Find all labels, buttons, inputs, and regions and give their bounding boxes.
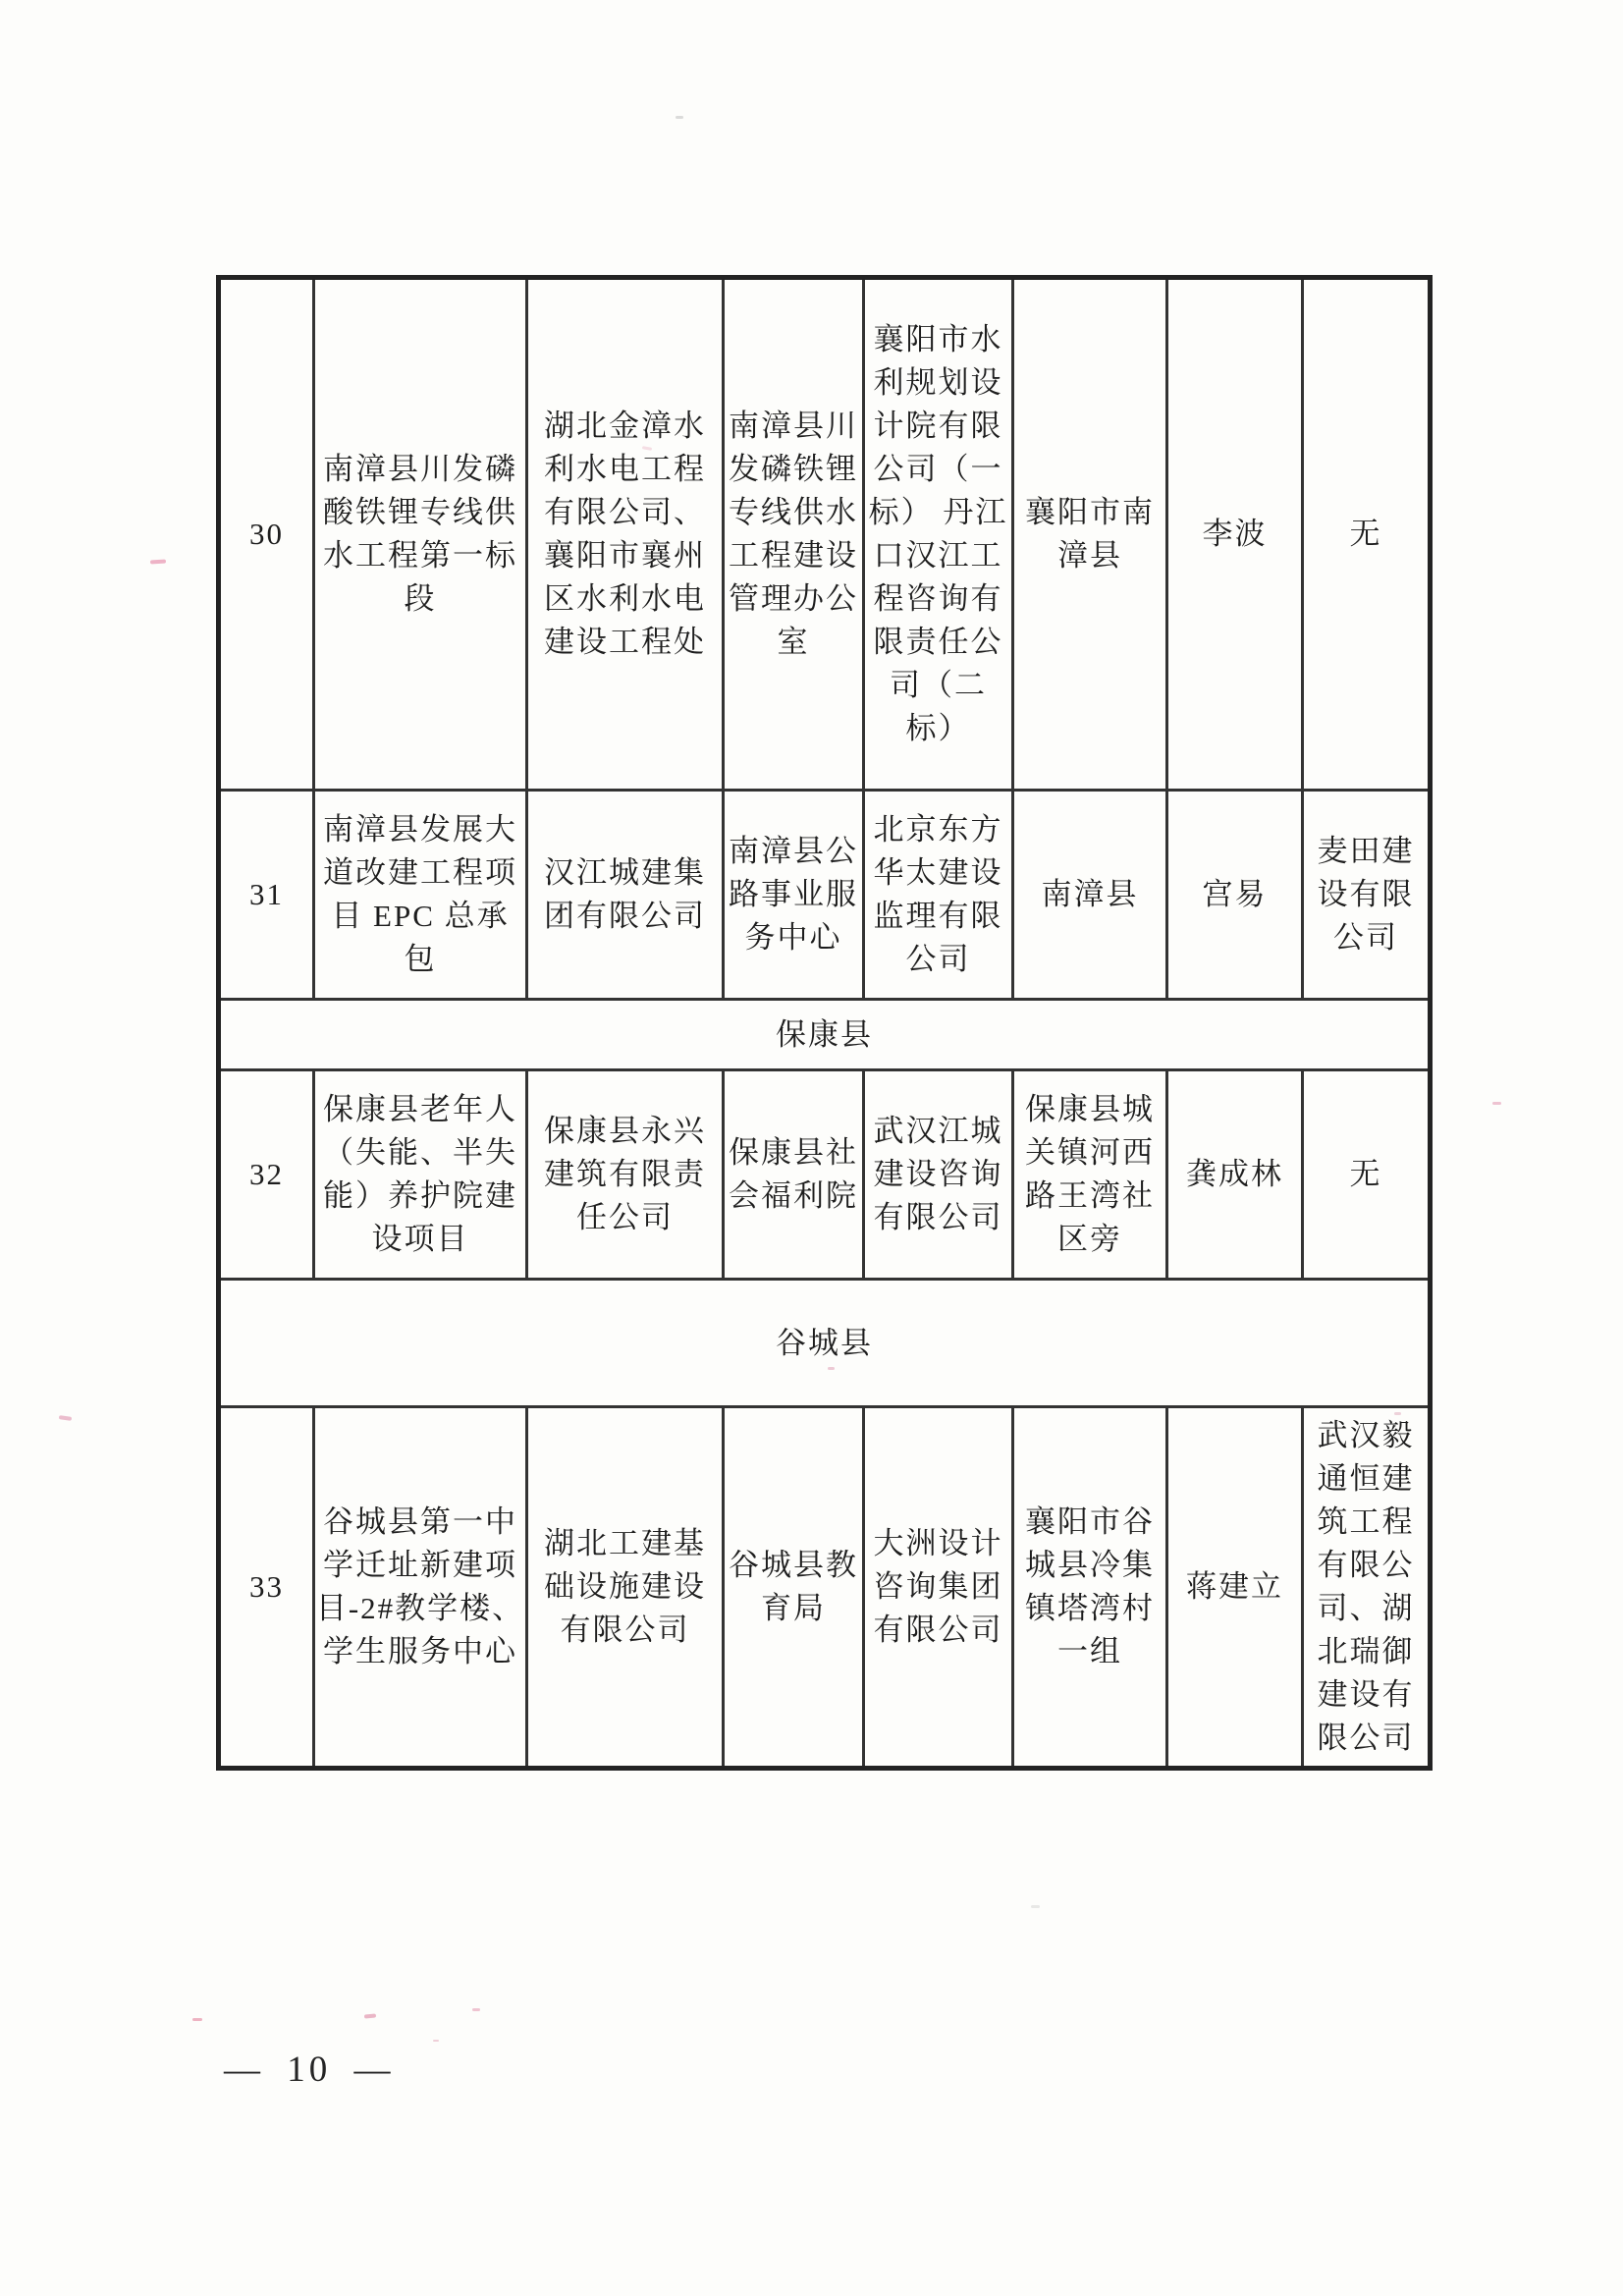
scan-artifact bbox=[150, 559, 166, 564]
cell-location: 保康县城关镇河西路王湾社区旁 bbox=[1013, 1070, 1167, 1280]
cell-row-number: 31 bbox=[219, 791, 314, 1000]
page-number: — 10 — bbox=[224, 2050, 395, 2090]
scan-artifact bbox=[364, 2013, 376, 2018]
cell-person: 龚成林 bbox=[1167, 1070, 1303, 1280]
cell-remarks: 无 bbox=[1303, 1070, 1431, 1280]
cell-row-number: 32 bbox=[219, 1070, 314, 1280]
section-row bbox=[219, 1280, 1431, 1407]
cell-remarks: 麦田建设有限公司 bbox=[1303, 791, 1431, 1000]
scan-artifact bbox=[1492, 1102, 1501, 1105]
cell-contractor: 湖北工建基础设施建设有限公司 bbox=[527, 1407, 724, 1769]
table-row bbox=[219, 791, 1431, 1000]
scan-artifact bbox=[676, 116, 683, 119]
scan-artifact bbox=[472, 2008, 480, 2011]
table-row bbox=[219, 1407, 1431, 1769]
scan-artifact bbox=[1031, 1905, 1040, 1908]
cell-project: 南漳县川发磷酸铁锂专线供水工程第一标段 bbox=[314, 278, 527, 791]
scan-artifact bbox=[59, 1415, 72, 1421]
cell-contractor: 保康县永兴建筑有限责任公司 bbox=[527, 1070, 724, 1280]
projects-table bbox=[216, 275, 1433, 1771]
cell-owner: 南漳县川发磷铁锂专线供水工程建设管理办公室 bbox=[724, 278, 864, 791]
cell-contractor: 湖北金漳水利水电工程有限公司、襄阳市襄州区水利水电建设工程处 bbox=[527, 278, 724, 791]
cell-supervisor: 武汉江城建设咨询有限公司 bbox=[864, 1070, 1013, 1280]
cell-person: 李波 bbox=[1167, 278, 1303, 791]
cell-supervisor: 襄阳市水利规划设计院有限公司（一标） 丹江口汉江工程咨询有限责任公司（二标） bbox=[864, 278, 1013, 791]
table-row bbox=[219, 1070, 1431, 1280]
cell-person: 宫易 bbox=[1167, 791, 1303, 1000]
cell-row-number: 30 bbox=[219, 278, 314, 791]
cell-contractor: 汉江城建集团有限公司 bbox=[527, 791, 724, 1000]
cell-project: 南漳县发展大道改建工程项目 EPC 总承包 bbox=[314, 791, 527, 1000]
cell-project: 谷城县第一中学迁址新建项目-2#教学楼、学生服务中心 bbox=[314, 1407, 527, 1769]
cell-location: 襄阳市谷城县冷集镇塔湾村一组 bbox=[1013, 1407, 1167, 1769]
cell-remarks: 无 bbox=[1303, 278, 1431, 791]
cell-remarks: 武汉毅通恒建筑工程有限公司、湖北瑞御建设有限公司 bbox=[1303, 1407, 1431, 1769]
table-row bbox=[219, 278, 1431, 791]
cell-person: 蒋建立 bbox=[1167, 1407, 1303, 1769]
cell-supervisor: 大洲设计咨询集团有限公司 bbox=[864, 1407, 1013, 1769]
cell-owner: 南漳县公路事业服务中心 bbox=[724, 791, 864, 1000]
section-county-label: 谷城县 bbox=[219, 1280, 1431, 1407]
scan-artifact bbox=[433, 2040, 439, 2042]
cell-supervisor: 北京东方华太建设监理有限公司 bbox=[864, 791, 1013, 1000]
cell-owner: 保康县社会福利院 bbox=[724, 1070, 864, 1280]
section-county-label: 保康县 bbox=[219, 1000, 1431, 1070]
cell-location: 襄阳市南漳县 bbox=[1013, 278, 1167, 791]
cell-project: 保康县老年人（失能、半失能）养护院建设项目 bbox=[314, 1070, 527, 1280]
section-row bbox=[219, 1000, 1431, 1070]
scan-artifact bbox=[192, 2018, 202, 2021]
cell-row-number: 33 bbox=[219, 1407, 314, 1769]
cell-owner: 谷城县教育局 bbox=[724, 1407, 864, 1769]
cell-location: 南漳县 bbox=[1013, 791, 1167, 1000]
